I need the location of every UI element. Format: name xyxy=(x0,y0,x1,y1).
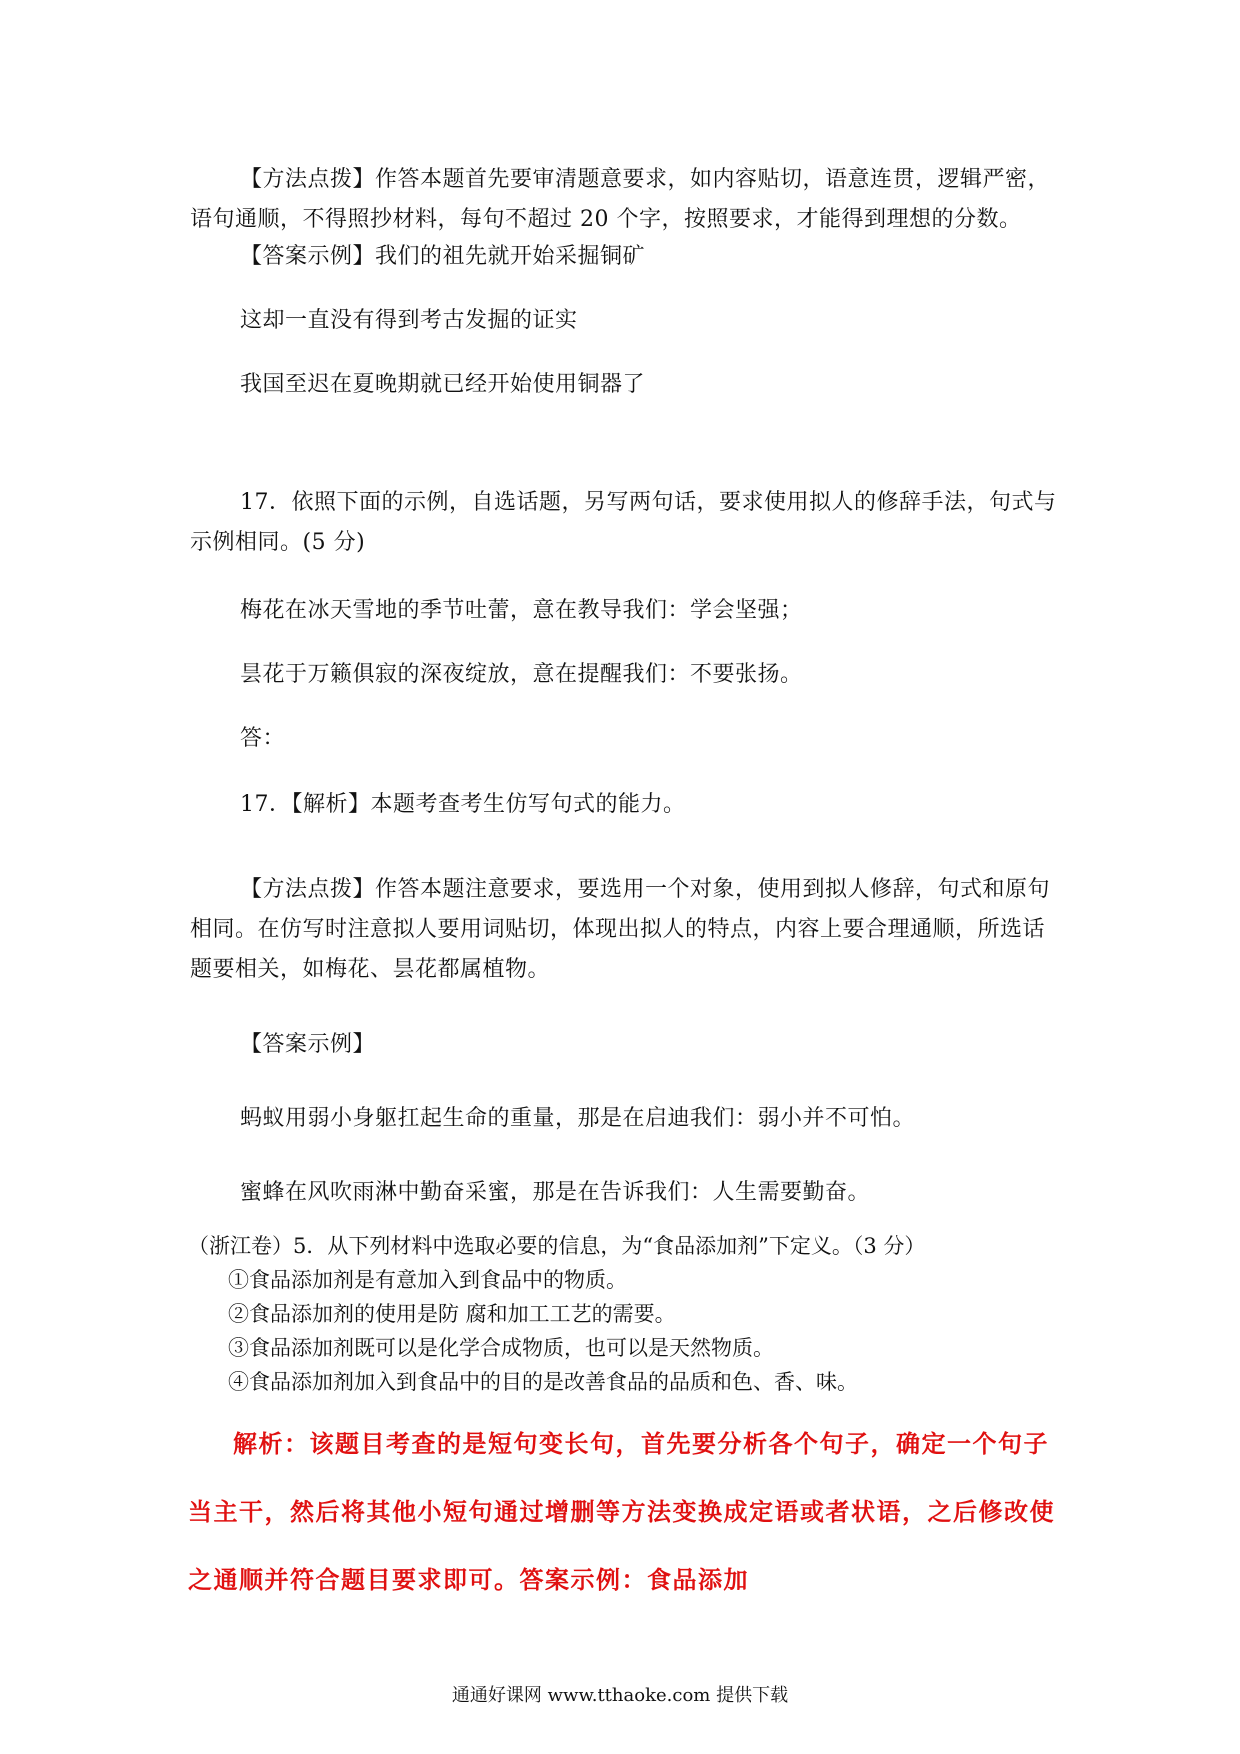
question-17: 17．依照下面的示例，自选话题，另写两句话，要求使用拟人的修辞手法，句式与示例相同。(5 分) xyxy=(190,490,1057,555)
page-footer: 通通好课网 www.tthaoke.com 提供下载 xyxy=(451,1685,789,1706)
method-tip-paragraph-2: 【方法点拨】作答本题注意要求，要选用一个对象，使用到拟人修辞，句式和原句相同。在仿写时注意拟人要用词贴切，体现出拟人的特点，内容上要合理通顺，所选话题要相关，如梅花、昙花都属植物。 xyxy=(190,877,1051,982)
answer-example-2-line-2: 蜜蜂在风吹雨淋中勤奋采蜜，那是在告诉我们：人生需要勤奋。 xyxy=(240,1180,871,1205)
method-tip-paragraph-1: 【方法点拨】作答本题首先要审清题意要求，如内容贴切，语意连贯，逻辑严密，语句通顺，不得照抄材料，每句不超过 20 个字，按照要求，才能得到理想的分数。 xyxy=(190,167,1051,232)
zhejiang-question: （浙江卷）5．从下列材料中选取必要的信息，为“食品添加剂”下定义。（3 分） xyxy=(188,1234,926,1258)
answer-example-2-line-1: 蚂蚁用弱小身躯扛起生命的重量，那是在启迪我们：弱小并不可怕。 xyxy=(240,1106,916,1131)
answer-example-1-line-3: 我国至迟在夏晚期就已经开始使用铜器了 xyxy=(240,372,646,397)
answer-example-2-label: 【答案示例】 xyxy=(240,1032,376,1057)
answer-example-1-line-2: 这却一直没有得到考古发掘的证实 xyxy=(240,308,578,333)
material-item-4: ④食品添加剂加入到食品中的目的是改善食品的品质和色、香、味。 xyxy=(228,1370,858,1394)
zhejiang-analysis: 解析：该题目考查的是短句变长句，首先要分析各个句子，确定一个句子当主干，然后将其他小短句通过增删等方法变换成定语或者状语，之后修改使之通顺并符合题目要求即可。答案示例：食品添加 xyxy=(188,1429,1055,1594)
analysis-17: 17．【解析】本题考查考生仿写句式的能力。 xyxy=(240,792,686,817)
answer-example-1-line-1: 【答案示例】我们的祖先就开始采掘铜矿 xyxy=(240,244,646,269)
material-item-2: ②食品添加剂的使用是防 腐和加工工艺的需要。 xyxy=(228,1302,676,1326)
material-item-1: ①食品添加剂是有意加入到食品中的物质。 xyxy=(228,1268,627,1292)
example-line-1: 梅花在冰天雪地的季节吐蕾，意在教导我们：学会坚强； xyxy=(240,598,803,623)
answer-label: 答： xyxy=(240,726,286,751)
material-item-3: ③食品添加剂既可以是化学合成物质，也可以是天然物质。 xyxy=(228,1336,774,1360)
example-line-2: 昙花于万籁俱寂的深夜绽放，意在提醒我们：不要张扬。 xyxy=(240,662,803,687)
